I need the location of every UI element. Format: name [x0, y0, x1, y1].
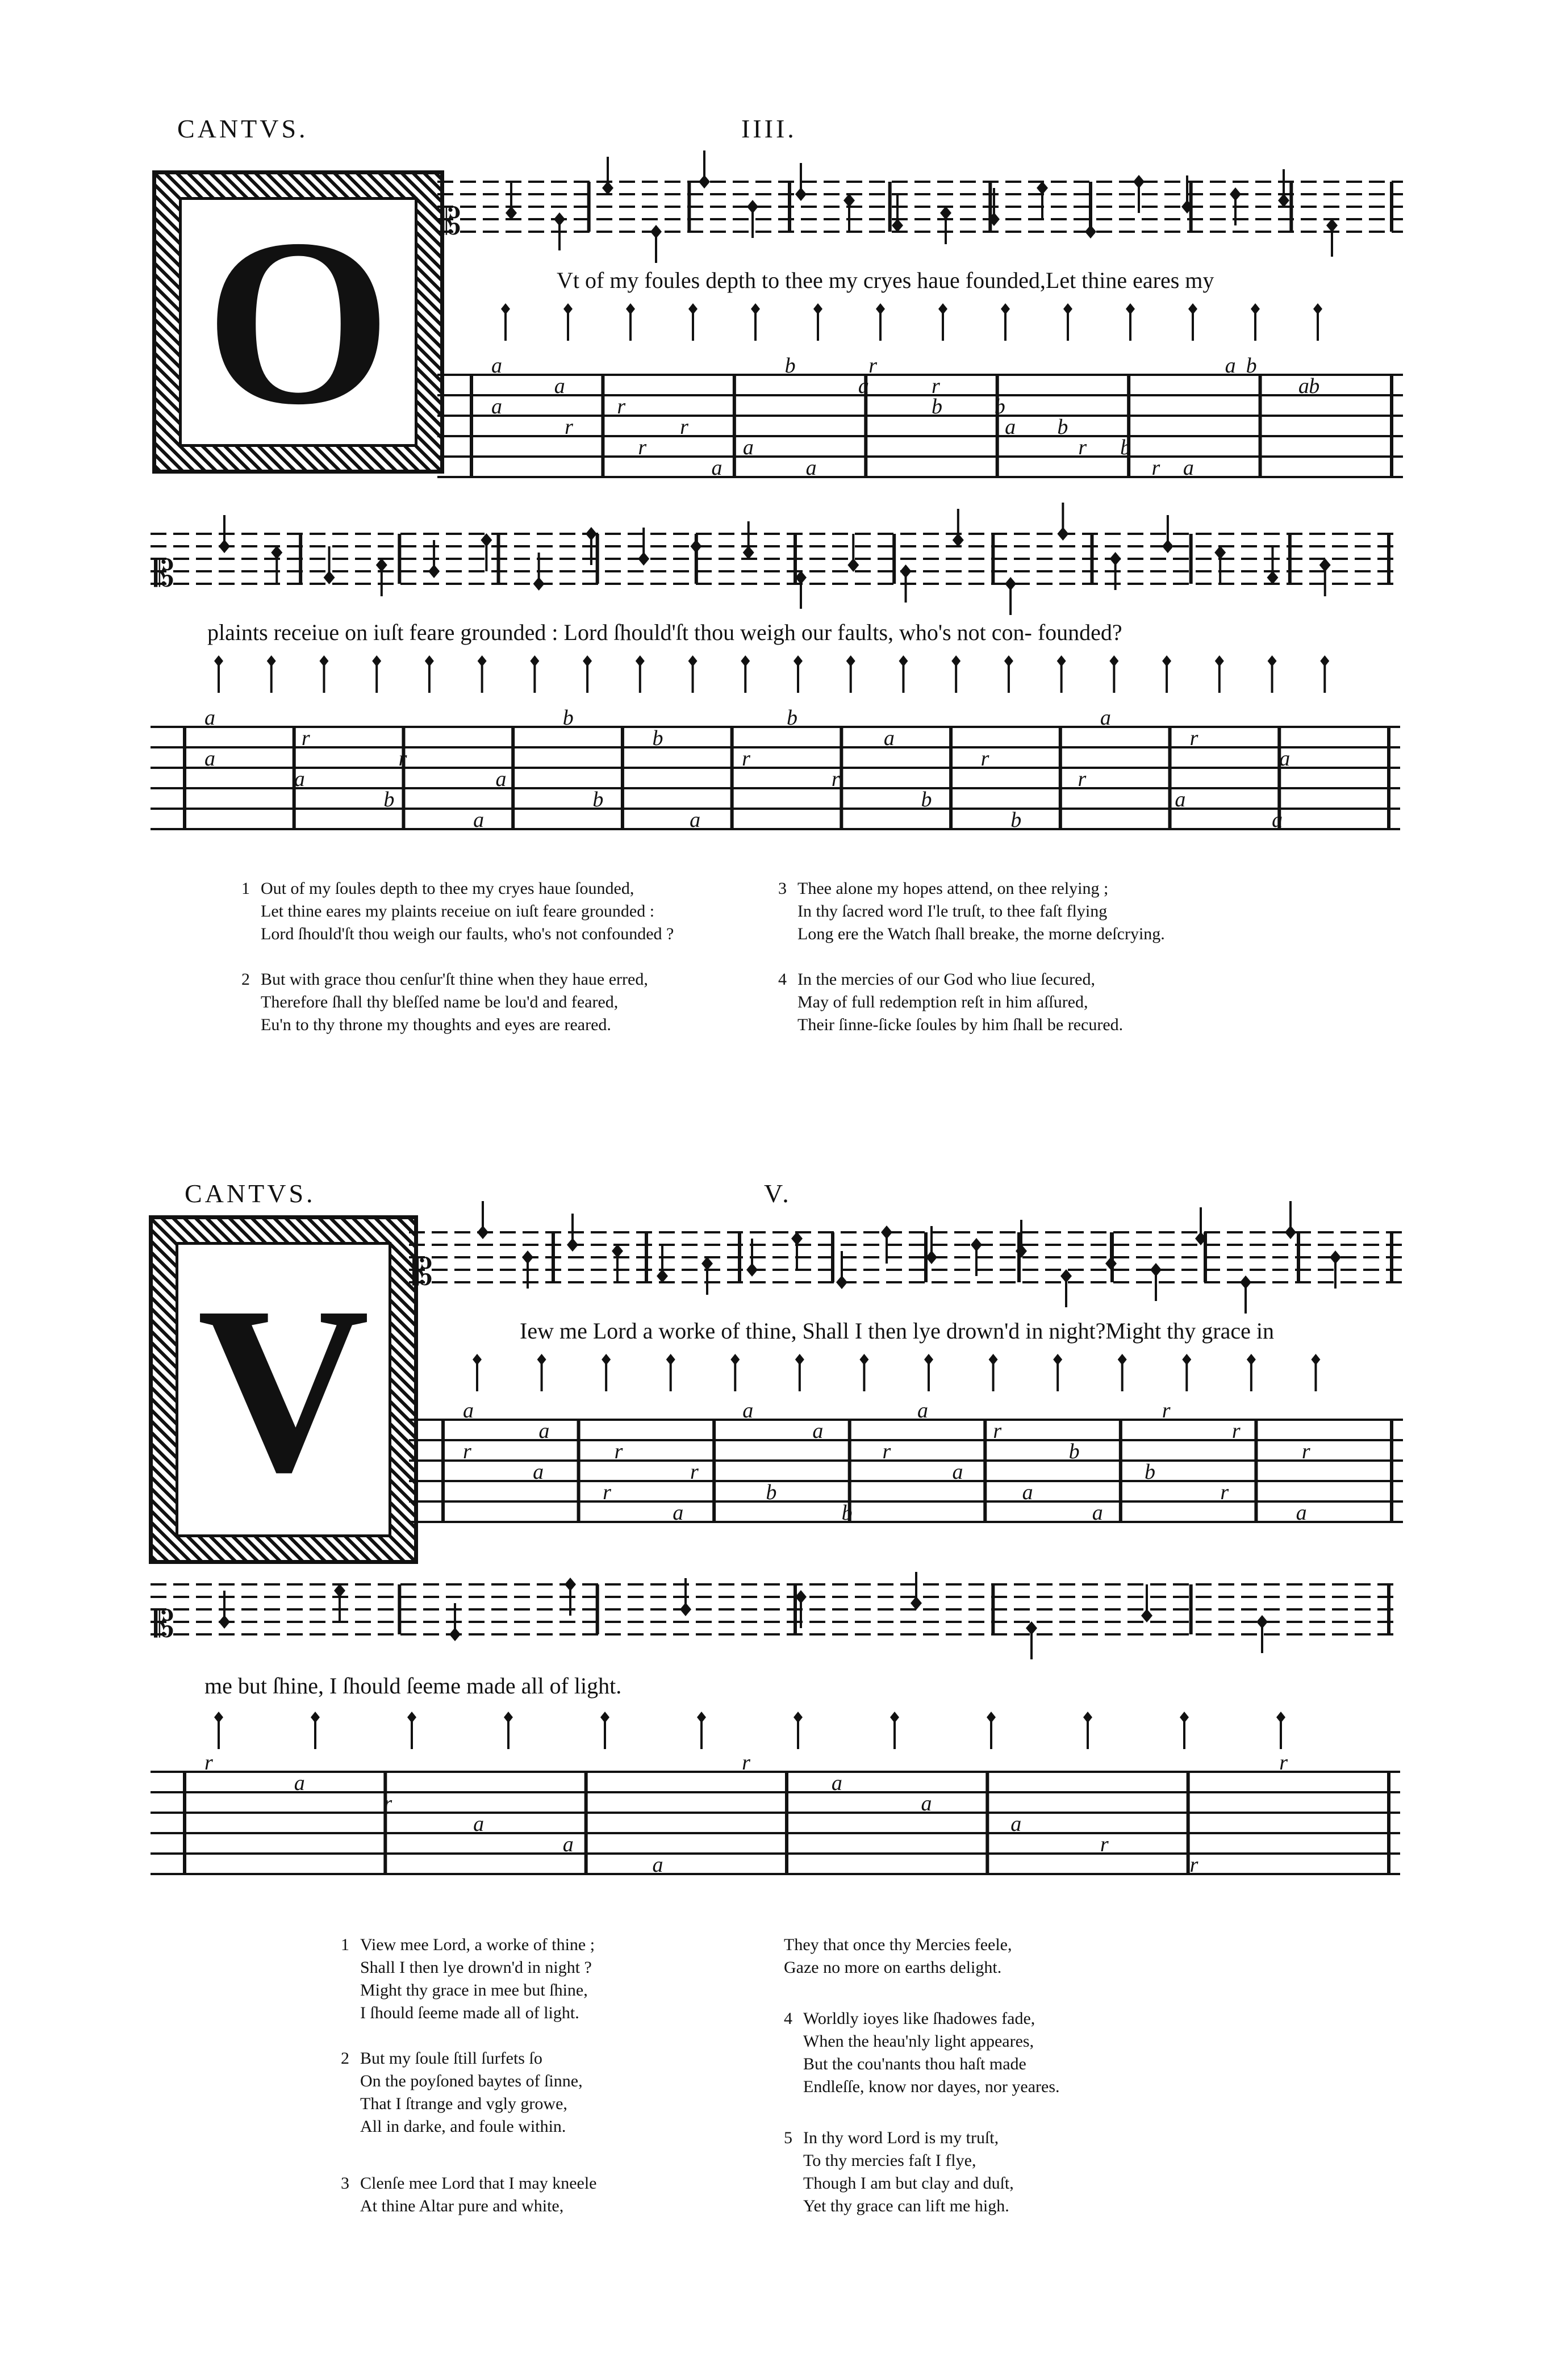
rhythm-flag-head	[688, 655, 698, 667]
tab-letter: a	[1225, 354, 1236, 378]
tab-letter: r	[1078, 767, 1087, 791]
song2-lyrics-line-1: Iew me Lord a worke of thine, Shall I then lye drown'd in night?Might thy grace in	[520, 1318, 1274, 1344]
tab-letter: b	[766, 1480, 777, 1504]
tab-letter: a	[1298, 374, 1309, 398]
rhythm-flag-head	[425, 655, 434, 667]
tab-letter: a	[652, 1853, 663, 1877]
song1-header-center: IIII.	[741, 114, 797, 143]
tab-letter: a	[294, 767, 305, 791]
rhythm-flag-head	[846, 655, 855, 667]
song2-tablature-staff-2	[151, 1709, 1400, 1897]
song2-verse-3-cont: They that once thy Mercies feele, Gaze no more on earths delight.	[784, 1935, 1012, 1977]
tab-letter: a	[1005, 415, 1016, 439]
tab-letter: b	[787, 706, 797, 730]
tab-letter: r	[680, 415, 688, 439]
rhythm-flag-head	[899, 655, 908, 667]
rhythm-flag-head	[1313, 303, 1322, 315]
rhythm-flag-head	[1004, 655, 1013, 667]
clef-sign: 𝄡	[441, 201, 461, 243]
rhythm-flag-head	[666, 1354, 675, 1365]
tab-letter: a	[1272, 808, 1283, 832]
tab-letter: a	[554, 374, 565, 398]
tab-letter: a	[742, 436, 754, 459]
rhythm-flag-head	[214, 1712, 223, 1723]
rhythm-flag-head	[1001, 303, 1010, 315]
rhythm-flag-head	[1247, 1354, 1256, 1365]
tab-letter: r	[882, 1440, 891, 1463]
rhythm-flag-head	[1182, 1354, 1191, 1365]
rhythm-flag-head	[626, 303, 635, 315]
tab-letter: a	[1100, 706, 1111, 730]
song1-verse-3: 3 Thee alone my hopes attend, on thee relying ; In thy ſacred word I'le truſt, to thee faſt flying Long ere the Watch ſhall breake, the morne deſcrying.	[778, 879, 1165, 943]
tab-letter: r	[993, 1419, 1002, 1443]
song1-lyrics-line-2: plaints receiue on iuſt feare grounded : Lord ſhould'ſt thou weigh our faults, who's not con- founded?	[207, 620, 1122, 645]
song2-verse-1: 1 View mee Lord, a worke of thine ; Shall I then lye drown'd in night ? Might thy grace in mee but ſhine, I ſhould ſeeme made all of light.	[341, 1935, 595, 2022]
song2-lyrics-line-2: me but ſhine, I ſhould ſeeme made all of light.	[204, 1673, 622, 1699]
tab-letter: r	[1162, 1399, 1171, 1423]
tab-letter: a	[858, 374, 869, 398]
song1-decorative-initial	[152, 170, 444, 474]
tab-letter: b	[652, 726, 663, 750]
rhythm-flag-head	[530, 655, 539, 667]
tab-letter: a	[1175, 788, 1186, 812]
rhythm-flag-head	[636, 655, 645, 667]
tab-letter: b	[1068, 1440, 1080, 1463]
rhythm-flag-head	[1215, 655, 1224, 667]
tab-letter: r	[1189, 1853, 1198, 1877]
tab-letter: a	[473, 808, 485, 832]
tab-letter: a	[491, 395, 502, 419]
tab-letter: r	[565, 415, 573, 439]
tab-letter: r	[398, 747, 407, 771]
tab-letter: a	[294, 1771, 305, 1795]
tab-letter: r	[742, 747, 750, 771]
song2-tablature-staff-1	[409, 1352, 1403, 1567]
tab-letter: r	[1231, 1419, 1241, 1443]
tab-letter: r	[204, 1751, 213, 1775]
tab-letter: r	[1220, 1480, 1229, 1504]
rhythm-flag-head	[813, 303, 822, 315]
rhythm-flag-head	[372, 655, 381, 667]
rhythm-flag-head	[951, 655, 960, 667]
song1-tablature-staff-2	[151, 653, 1400, 880]
rhythm-flag-head	[1251, 303, 1260, 315]
rhythm-flag-head	[478, 655, 487, 667]
rhythm-flag-head	[859, 1354, 868, 1365]
tab-letter: a	[883, 726, 895, 750]
rhythm-flag-head	[600, 1712, 609, 1723]
rhythm-flag-head	[751, 303, 760, 315]
rhythm-flag-head	[989, 1354, 998, 1365]
tab-letter: r	[868, 354, 878, 378]
tab-letter: a	[1296, 1501, 1307, 1525]
rhythm-flag-head	[794, 655, 803, 667]
tab-letter: r	[1189, 726, 1198, 750]
tab-letter: a	[690, 808, 701, 832]
tab-letter: r	[980, 747, 989, 771]
tab-letter: b	[1010, 808, 1022, 832]
rhythm-flag-head	[890, 1712, 899, 1723]
rhythm-flag-head	[1063, 303, 1072, 315]
rhythm-flag-head	[1118, 1354, 1127, 1365]
tab-letter: a	[952, 1460, 963, 1484]
tab-letter: a	[831, 1771, 842, 1795]
clef-sign: 𝄡	[154, 553, 174, 595]
song1-initial-letter: O	[179, 197, 417, 447]
tab-letter: a	[711, 456, 723, 480]
tab-letter: b	[932, 395, 942, 419]
tab-letter: b	[1120, 436, 1131, 459]
rhythm-flag-head	[1162, 655, 1171, 667]
rhythm-flag-head	[1126, 303, 1135, 315]
tab-letter: a	[204, 747, 215, 771]
tab-letter: r	[383, 1792, 392, 1816]
song2-header-left: CANTVS.	[185, 1179, 316, 1208]
tab-letter: a	[1022, 1480, 1033, 1504]
rhythm-flag-head	[1320, 655, 1329, 667]
song1-voice-staff-2	[151, 517, 1400, 608]
song2-initial-letter: V	[176, 1242, 391, 1537]
tab-letter: r	[617, 395, 626, 419]
song2-voice-staff-2	[151, 1567, 1400, 1658]
tab-letter: r	[831, 767, 840, 791]
tab-letter: r	[690, 1460, 699, 1484]
tab-letter: b	[1145, 1460, 1155, 1484]
song2-verse-3: 3 Clenſe mee Lord that I may kneele At thine Altar pure and white,	[341, 2174, 597, 2215]
tab-letter: r	[638, 436, 647, 459]
tab-letter: a	[673, 1501, 684, 1525]
rhythm-flag-head	[537, 1354, 546, 1365]
rhythm-flag-head	[563, 303, 573, 315]
song1-verse-1: 1 Out of my ſoules depth to thee my cryes haue ſounded, Let thine eares my plaints receiue on iuſt feare grounded : Lord ſhould'ſt thou weigh our faults, who's not confounded ?	[241, 879, 674, 943]
song2-decorative-initial	[149, 1215, 418, 1564]
rhythm-flag-head	[319, 655, 328, 667]
tab-letter: b	[784, 354, 796, 378]
tab-letter: b	[841, 1501, 853, 1525]
song2-verse-5: 5 In thy word Lord is my truſt, To thy mercies faſt I flye, Though I am but clay and duſt, Yet thy grace can lift me high.	[784, 2128, 1014, 2215]
tab-letter: r	[603, 1480, 611, 1504]
rhythm-flag-head	[407, 1712, 416, 1723]
song2-voice-staff-1	[409, 1215, 1403, 1306]
rhythm-flag-head	[688, 303, 698, 315]
rhythm-flag-head	[987, 1712, 996, 1723]
rhythm-flag-head	[938, 303, 947, 315]
rhythm-flag-head	[741, 655, 750, 667]
clef-sign: 𝄡	[154, 1604, 174, 1646]
rhythm-flag-head	[1188, 303, 1197, 315]
rhythm-flag-head	[1109, 655, 1118, 667]
rhythm-flag-head	[1276, 1712, 1285, 1723]
rhythm-flag-head	[1268, 655, 1277, 667]
rhythm-flag-head	[697, 1712, 706, 1723]
tab-letter: a	[495, 767, 507, 791]
tab-letter: b	[1057, 415, 1068, 439]
rhythm-flag-head	[473, 1354, 482, 1365]
rhythm-flag-head	[1311, 1354, 1320, 1365]
rhythm-flag-head	[876, 303, 885, 315]
tab-letter: a	[921, 1792, 932, 1816]
song1-verse-4: 4 In the mercies of our God who liue ſecured, May of full redemption reſt in him aſſured, Their ſinne-ſicke ſoules by him ſhall be recured.	[778, 970, 1124, 1034]
tab-letter: r	[742, 1751, 750, 1775]
tab-letter: b	[592, 788, 604, 812]
tab-letter: b	[562, 706, 574, 730]
tab-letter: r	[301, 726, 310, 750]
tab-letter: a	[491, 354, 502, 378]
tab-letter: a	[742, 1399, 754, 1423]
song1-verse-2: 2 But with grace thou cenſur'ſt thine when they haue erred, Therefore ſhall thy bleſſed name be lou'd and feared, Eu'n to thy throne my thoughts and eyes are reared.	[241, 970, 648, 1034]
tab-letter: a	[1183, 456, 1194, 480]
tab-letter: a	[204, 706, 215, 730]
rhythm-flag-head	[501, 303, 510, 315]
tab-letter: a	[1092, 1501, 1103, 1525]
tab-letter: b	[994, 395, 1005, 419]
rhythm-flag-head	[794, 1712, 803, 1723]
rhythm-flag-head	[795, 1354, 804, 1365]
song1-lyrics-line-1: Vt of my foules depth to thee my cryes haue founded,Let thine eares my	[557, 267, 1214, 293]
tab-letter: a	[1010, 1812, 1022, 1836]
tab-letter: a	[473, 1812, 485, 1836]
rhythm-flag-head	[1180, 1712, 1189, 1723]
rhythm-flag-head	[267, 655, 276, 667]
tab-letter: b	[921, 788, 932, 812]
rhythm-flag-head	[311, 1712, 320, 1723]
rhythm-flag-head	[1057, 655, 1066, 667]
tab-letter: b	[1309, 374, 1320, 398]
tab-letter: a	[533, 1460, 544, 1484]
tab-letter: r	[463, 1440, 471, 1463]
rhythm-flag-head	[730, 1354, 740, 1365]
rhythm-flag-head	[214, 655, 223, 667]
clef-sign: 𝄡	[412, 1252, 433, 1294]
tab-letter: a	[805, 456, 817, 480]
rhythm-flag-head	[504, 1712, 513, 1723]
song1-header-left: CANTVS.	[177, 114, 308, 143]
tab-letter: a	[917, 1399, 928, 1423]
tab-letter: a	[812, 1419, 824, 1443]
tab-letter: r	[1078, 436, 1087, 459]
tab-letter: r	[1100, 1833, 1109, 1856]
tab-letter: r	[932, 374, 940, 398]
tab-letter: a	[463, 1399, 474, 1423]
rhythm-flag-head	[1083, 1712, 1092, 1723]
tab-letter: b	[1246, 354, 1257, 378]
rhythm-flag-head	[583, 655, 592, 667]
tab-letter: r	[614, 1440, 623, 1463]
tab-letter: r	[1151, 456, 1160, 480]
song2-verse-2: 2 But my ſoule ſtill ſurfets ſo On the poyſoned baytes of ſinne, That I ſtrange and vgly growe, All in darke, and foule within.	[341, 2049, 583, 2136]
tab-letter: b	[383, 788, 395, 812]
tab-letter: a	[1279, 747, 1291, 771]
song2-header-center: V.	[764, 1179, 792, 1208]
tab-letter: r	[1301, 1440, 1310, 1463]
song1-tablature-staff-1	[437, 301, 1403, 539]
rhythm-flag-head	[924, 1354, 933, 1365]
tab-letter: a	[538, 1419, 550, 1443]
rhythm-flag-head	[1053, 1354, 1062, 1365]
rhythm-flag-head	[602, 1354, 611, 1365]
tab-letter: a	[562, 1833, 574, 1856]
song1-voice-staff-1	[437, 165, 1403, 256]
tab-letter: r	[1279, 1751, 1288, 1775]
song2-verse-4: 4 Worldly ioyes like ſhadowes fade, When the heau'nly light appeares, But the cou'nants thou haſt made Endleſſe, know nor dayes, nor yeares.	[784, 2009, 1060, 2096]
